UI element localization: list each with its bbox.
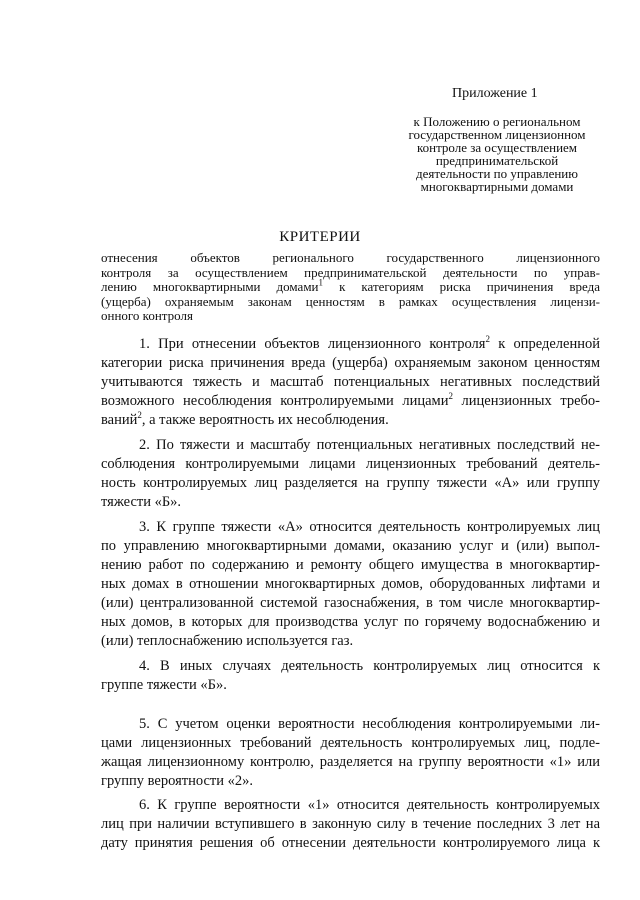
paragraph-1 xyxy=(101,335,600,430)
paragraph-line: ных домов, в которых для производства услуг по горячему водоснабжению и xyxy=(101,614,600,630)
document-subheading xyxy=(101,251,600,324)
document-heading: КРИТЕРИИ xyxy=(279,229,361,245)
paragraph-text: 1. При отнесении объектов лицензионного контроля xyxy=(139,336,486,352)
paragraph-line: 2. По тяжести и масштабу потенциальных негативных последствий не- xyxy=(139,437,600,453)
appendix-line: к Положению о региональном xyxy=(413,114,581,129)
subheading-line xyxy=(101,277,600,295)
footnote-mark: 2 xyxy=(137,410,142,421)
appendix-line: государственном лицензионном xyxy=(408,127,586,142)
paragraph-text: , а также вероятность их несоблюдения. xyxy=(141,412,389,428)
paragraph-line: лиц при наличии вступившего в законную силу в течение последних 3 лет на xyxy=(101,816,600,832)
paragraph-4 xyxy=(101,657,600,695)
paragraph-3 xyxy=(101,518,600,651)
paragraph-line: категории риска причинения вреда (ущерба) охраняемым законом ценностям xyxy=(101,355,600,371)
appendix-header xyxy=(392,86,602,193)
paragraph-line xyxy=(101,392,600,411)
paragraph-line: цами лицензионных требований деятельность контролируемых лиц, подле- xyxy=(101,735,600,751)
footnote-mark: 1 xyxy=(318,277,324,288)
paragraph-line: ность контролируемых лиц разделяется на группу тяжести «А» или группу xyxy=(101,475,600,491)
appendix-line: предпринимательской xyxy=(435,153,559,168)
paragraph-line: соблюдения контролируемыми лицами лицензионных требований деятель- xyxy=(101,456,600,472)
subheading-line: отнесения объектов регионального государственного лицензионного xyxy=(101,250,600,265)
paragraph-text: ваний xyxy=(101,412,138,428)
paragraph-line: (или) централизованной системой газоснабжения, в том числе многоквартир- xyxy=(101,595,600,611)
paragraph-text: возможного несоблюдения контролируемыми лицами xyxy=(101,393,449,409)
subheading-text: лению многоквартирными домами xyxy=(101,279,319,294)
footnote-mark: 2 xyxy=(448,391,453,402)
paragraph-line: 6. К группе вероятности «1» относится деятельность контролируемых xyxy=(139,797,600,813)
paragraph-line: группе тяжести «Б». xyxy=(101,677,227,693)
paragraph-2 xyxy=(101,436,600,512)
paragraph-line: 4. В иных случаях деятельность контролируемых лиц относится к xyxy=(139,658,600,674)
paragraph-line xyxy=(101,335,600,354)
paragraph-line: дату принятия решения об отнесении деятельности контролируемого лица к xyxy=(101,835,600,851)
subheading-line: (ущерба) охраняемым законам ценностям в рамках осуществления лицензи- xyxy=(101,293,600,309)
appendix-line: деятельности по управлению xyxy=(416,166,578,181)
appendix-title: Приложение 1 xyxy=(452,86,538,101)
subheading-line: онного контроля xyxy=(101,308,193,323)
paragraph-line: ных домах в отношении многоквартирных домов, оборудованных лифтами и xyxy=(101,576,600,592)
paragraph-text: к определенной xyxy=(489,336,600,352)
paragraph-line: (или) теплоснабжению используется газ. xyxy=(101,633,354,649)
paragraph-line xyxy=(101,411,600,430)
footnote-mark: 2 xyxy=(485,334,490,345)
paragraph-6 xyxy=(101,796,600,853)
paragraph-line: по управлению многоквартирными домами, оказанию услуг и (или) выпол- xyxy=(101,538,600,554)
subheading-text: к категориям риска причинения вреда xyxy=(339,279,600,294)
appendix-line: многоквартирными домами xyxy=(420,179,574,194)
paragraph-5 xyxy=(101,715,600,791)
paragraph-line: жащая лицензионному контролю, разделяется на группу вероятности «1» или xyxy=(101,754,600,770)
paragraph-line: группу вероятности «2». xyxy=(101,773,253,789)
paragraph-text: лицензионных требо- xyxy=(452,393,600,409)
paragraph-line: 3. К группе тяжести «А» относится деятельность контролируемых лиц xyxy=(139,519,600,535)
appendix-line: контроле за осуществлением xyxy=(416,140,578,155)
subheading-line: контроля за осуществлением предпринимательской деятельности по управ- xyxy=(101,264,600,280)
paragraph-line: нению работ по содержанию и ремонту общего имущества в многоквартир- xyxy=(101,557,600,573)
paragraph-line: тяжести «Б». xyxy=(101,494,182,510)
paragraph-line: учитываются тяжесть и масштаб потенциальных негативных последствий xyxy=(101,374,600,390)
paragraph-line: 5. С учетом оценки вероятности несоблюдения контролируемыми ли- xyxy=(139,716,600,732)
